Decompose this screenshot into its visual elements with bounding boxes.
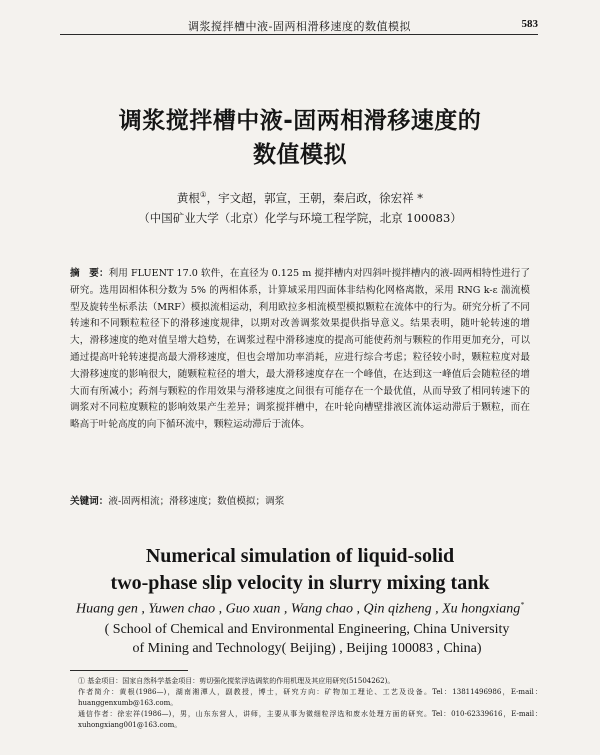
footnote-corresponding: 通信作者：徐宏祥(1986—)，男，山东东营人，讲师，主要从事为微细粒浮选和废水处理方面的研究。Tel：010-62339616，E-mail：xuhongxiang001@163.com。 xyxy=(78,710,542,729)
abstract-label: 摘 要： xyxy=(70,268,109,279)
footnote-fund: ① 基金项目：国家自然科学基金项目：剪切强化搅浆浮选调浆的作用机理及其应用研究(51504262)。 xyxy=(78,677,395,685)
title-cn-line-2: 数值模拟 xyxy=(253,142,347,168)
keywords-text: 液-固两相流；滑移速度；数值模拟；调浆 xyxy=(108,496,285,507)
running-header xyxy=(60,18,538,35)
other-authors-cn: ，宇文超，郭宣，王朝，秦启政，徐宏祥 * xyxy=(206,191,424,205)
keywords-label: 关键词： xyxy=(70,496,109,507)
keywords-cn xyxy=(70,493,530,507)
authors-en-text: Huang gen , Yuwen chao , Guo xuan , Wang chao , Qin qizheng , Xu hongxiang xyxy=(76,601,521,617)
page-number: 583 xyxy=(521,18,538,30)
affiliation-cn: （中国矿业大学（北京）化学与环境工程学院，北京 100083） xyxy=(138,211,462,225)
running-title: 调浆搅拌槽中液-固两相滑移速度的数值模拟 xyxy=(188,20,411,33)
abstract-text: 利用 FLUENT 17.0 软件，在直径为 0.125 m 搅拌槽内对四斜叶搅拌槽内的液-固两相特性进行了研究。选用固相体积分数为 5% 的两相体系，计算域采用四面体非结构化网格离散，采用 RNG k-ε 湍流模型及旋转坐标系法（MRF）模拟流相运动，利用欧拉多相流模型模拟颗粒在流体中的行为。研究分析了不同转速和不同颗粒粒径下的滑移速度规律，以期对改善调浆效果提供指导意义。结果表明，随叶轮转速的增大，滑移速度的绝对值呈增大趋势，在调浆过程中滑移速度的提高可能使药剂与颗粒的作用更加充分，可以通过提高叶轮转速提高最大滑移速度，但也会增加功率消耗，应进行综合考虑；粒径较小时，颗粒粒度对最大滑移速度的影响很大，随颗粒粒径的增大，最大滑移速度存在一个峰值，在达到这一峰值后会随粒径的增大而有所减小；药剂与颗粒的作用效果与滑移速度之间很有可能存在一个最优值，从而导致了相同转速下的调浆对不同粒度颗粒的影响效果产生差异；调浆搅拌槽中，在叶轮向槽壁排液区流体运动滞后于颗粒，而在略高于叶轮高度的向下循环流中，颗粒运动滞后于流体。 xyxy=(70,268,530,431)
title-en-line-2: two-phase slip velocity in slurry mixing tank xyxy=(110,572,490,594)
title-en-line-1: Numerical simulation of liquid-solid xyxy=(145,545,455,567)
footnote-divider xyxy=(70,670,188,671)
corresponding-mark: * xyxy=(520,600,524,609)
affiliation-en: ( School of Chemical and Environmental Engineering, China University of Mining and Technology( Beijing) , Beijing 100083 , China) xyxy=(104,622,510,656)
footnote-mark: ① xyxy=(199,190,207,200)
footnotes xyxy=(60,676,542,731)
authors-cn xyxy=(0,190,600,206)
footnote-author: 作者简介：黄根(1986—)，湖南湘潭人，副教授，博士，研究方向：矿物加工理论、工艺及设备。Tel：13811496986，E-mail：huanggenxumb@163.com。 xyxy=(78,688,542,707)
authors-en xyxy=(0,600,600,618)
first-author-cn: 黄根 xyxy=(176,191,200,205)
abstract-cn xyxy=(70,266,530,434)
title-cn-line-1: 调浆搅拌槽中液-固两相滑移速度的 xyxy=(118,108,482,134)
